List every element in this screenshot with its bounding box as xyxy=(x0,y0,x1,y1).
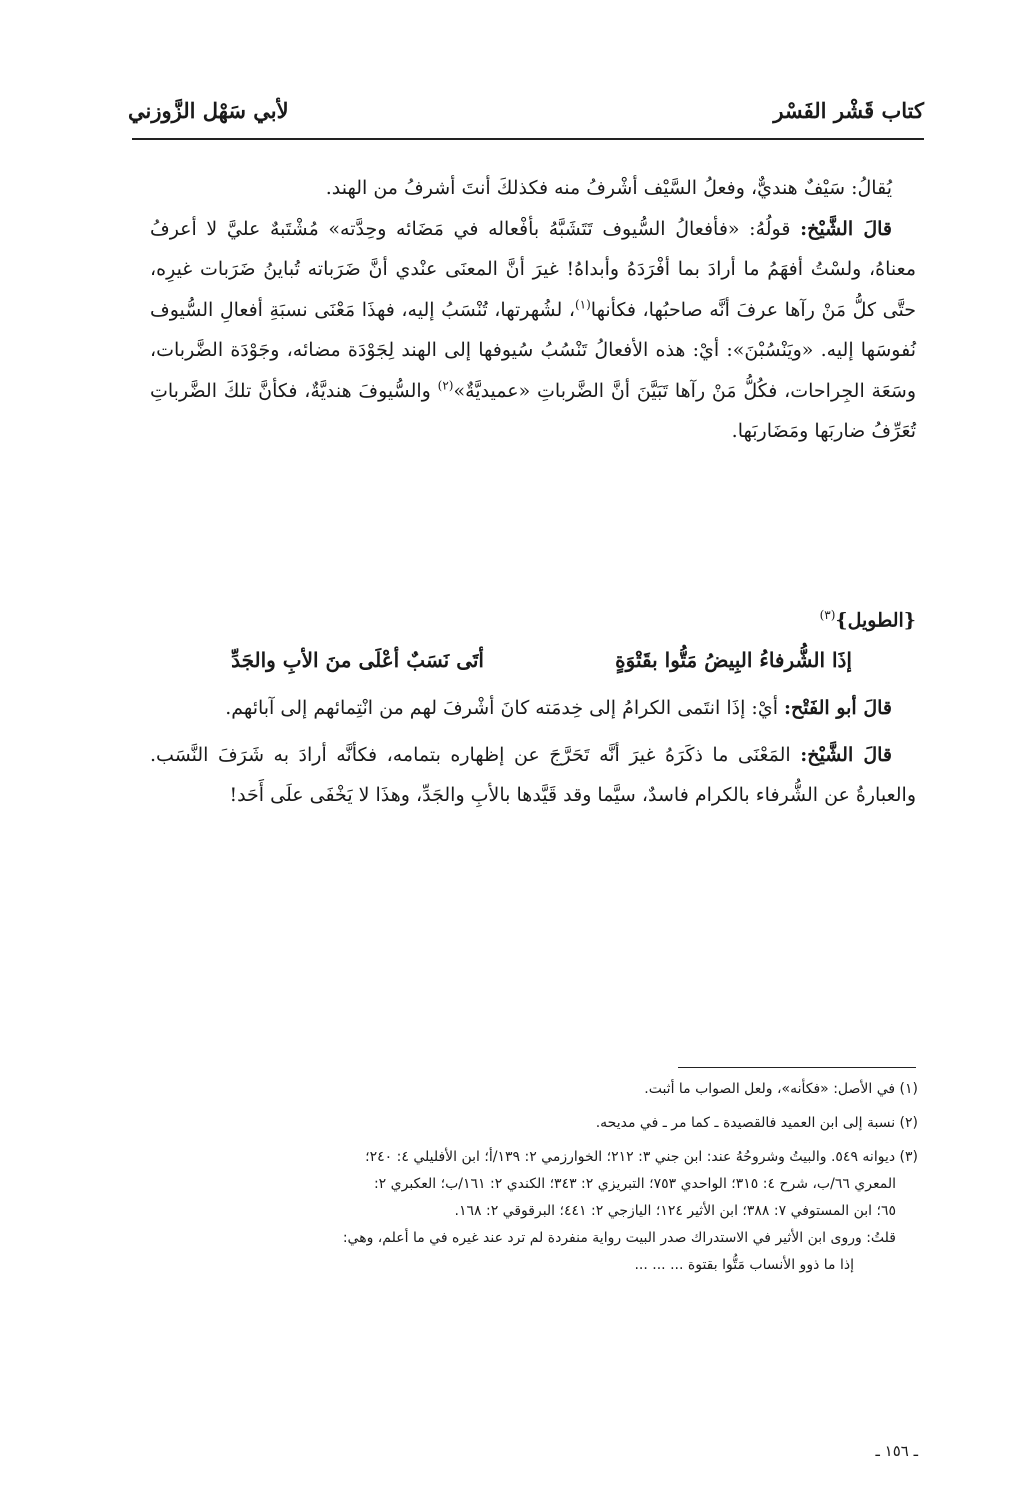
footnote-3-continued: المعري ٦٦/ب، شرح ٤: ٣١٥؛ الواحدي ٧٥٣؛ التبريزي ٢: ٣٤٣؛ الكندي ٢: ١٦١/ب؛ العكبري ٢: xyxy=(373,1176,896,1192)
poetic-meter xyxy=(820,608,916,631)
header-divider xyxy=(132,138,924,140)
speaker-label: قالَ الشَّيْخ: xyxy=(800,217,893,240)
verse-first-hemistich: إذَا الشُّرفاءُ البِيضُ مَتُّوا بقَتْوَةٍ xyxy=(615,648,852,672)
paragraph-2-text-b: ، لشُهرتها، تُنْسَبُ إليه، فهذَا مَعْنَى نسبَةِ أفعالِ السُّيوف نُفوسَها إليه. «ويَنْسُبْنَ»: أيْ: هذه الأفعالُ تَنْسُبُ سُيوفها إلى الهند لِجَوْدَة مضائه، وجَوْدَة الضَّربات، وسَعَة الجِراحات، فكُلُّ مَنْ رآها تَبَيَّنَ أنَّ الضَّرباتِ «عميديَّةٌ» xyxy=(150,298,916,402)
author-name: لأبي سَهْل الزَّوزني xyxy=(128,98,289,123)
footnote-ref-1: (١) xyxy=(574,297,591,312)
verse-line xyxy=(150,640,916,684)
paragraph-3-text: أيْ: إذَا انتَمى الكرامُ إلى خِدمَته كانَ أشْرفَ لهم من انْتِمائهم إلى آبائهم. xyxy=(225,697,785,719)
paragraph-1: يُقالُ: سَيْفٌ هنديٌّ، وفعلُ السَّيْف أشْرفُ منه فكذلكَ أنتَ أشرفُ من الهند. xyxy=(325,177,892,199)
paragraph-3 xyxy=(150,688,916,729)
footnote-3: (٣) ديوانه ٥٤٩. والبيتُ وشروحُهُ عند: ابن جني ٣: ٢١٢؛ الخوارزمي ٢: ١٣٩/أ؛ ابن الأفليلي ٤: ٢٤٠؛ xyxy=(365,1149,918,1165)
verse-second-hemistich: أتَى نَسَبٌ أعْلَى منَ الأبِ والجَدِّ xyxy=(231,648,484,672)
page-number: ـ ١٥٦ ـ xyxy=(875,1442,918,1460)
footnote-ref-3: (٣) xyxy=(819,608,836,622)
paragraph-4 xyxy=(150,735,916,816)
footnote-2: (٢) نسبة إلى ابن العميد فالقصيدة ـ كما مر ـ في مديحه. xyxy=(595,1115,918,1131)
footnote-ref-2: (٢) xyxy=(437,378,454,393)
footnote-1: (١) في الأصل: «فكأنه»، ولعل الصواب ما أثبت. xyxy=(644,1081,918,1097)
book-title: كتاب قَشْر الفَسْر xyxy=(773,98,924,123)
paragraph-2 xyxy=(150,209,916,452)
footnote-divider xyxy=(678,1067,916,1068)
paragraph-2-text-a: قولُهُ: «فأفعالُ السُّيوف تَتَشَبَّهُ بأفْعاله في مَضَائه وحِدَّته» مُشْتَبهٌ عليَّ لا أعرفُ معناهُ، ولسْتُ أفهَمُ ما أرادَ بما أفْرَدَهُ وأبداهُ! غيرَ أنَّ المعنَى عنْدي أنَّ ضَرَباته تُباينُ ضَرَبات غيرِه، حتَّى كلُّ مَنْ رآها عرفَ أنَّه صاحبُها، فكأنها xyxy=(150,217,916,321)
footnotes xyxy=(142,1076,918,1279)
footnote-3-remark: قلتُ: وروى ابن الأثير في الاستدراك صدر البيت رواية منفردة لم ترد عند غيره في ما أعلم، وهي: xyxy=(342,1230,896,1246)
paragraph-2-text-c: والسُّيوفَ هنديَّةٌ، فكأنَّ تلكَ الضَّرباتِ تُعَرِّفُ ضاربَها ومَضَاربَها. xyxy=(150,379,916,442)
running-header xyxy=(128,92,924,136)
footnote-3-verse: إذا ما ذوو الأنساب مَتُّوا بقتوة ... ... ... xyxy=(634,1257,854,1273)
main-text xyxy=(150,168,916,452)
meter-label: {الطويل} xyxy=(835,609,916,632)
speaker-label: قالَ أبو الفَتْح: xyxy=(784,697,892,719)
commentary-text xyxy=(150,688,916,822)
footnote-3-continued: ٦٥؛ ابن المستوفي ٧: ٣٨٨؛ ابن الأثير ١٢٤؛ اليازجي ٢: ٤٤١؛ البرقوقي ٢: ١٦٨. xyxy=(454,1203,896,1219)
speaker-label: قالَ الشَّيْخ: xyxy=(800,743,892,766)
paragraph-4-text: المَعْنَى ما ذكَرَهُ غيرَ أنَّه تَحَرَّجَ عن إظهاره بتمامه، فكأنَّه أرادَ به شَرَفَ النَّسَب. والعبارةُ عن الشُّرفاء بالكرام فاسدٌ، سيَّما وقد قَيَّدها بالأبِ والجَدِّ، وهذَا لا يَخْفَى علَى أَحَد! xyxy=(150,743,916,806)
